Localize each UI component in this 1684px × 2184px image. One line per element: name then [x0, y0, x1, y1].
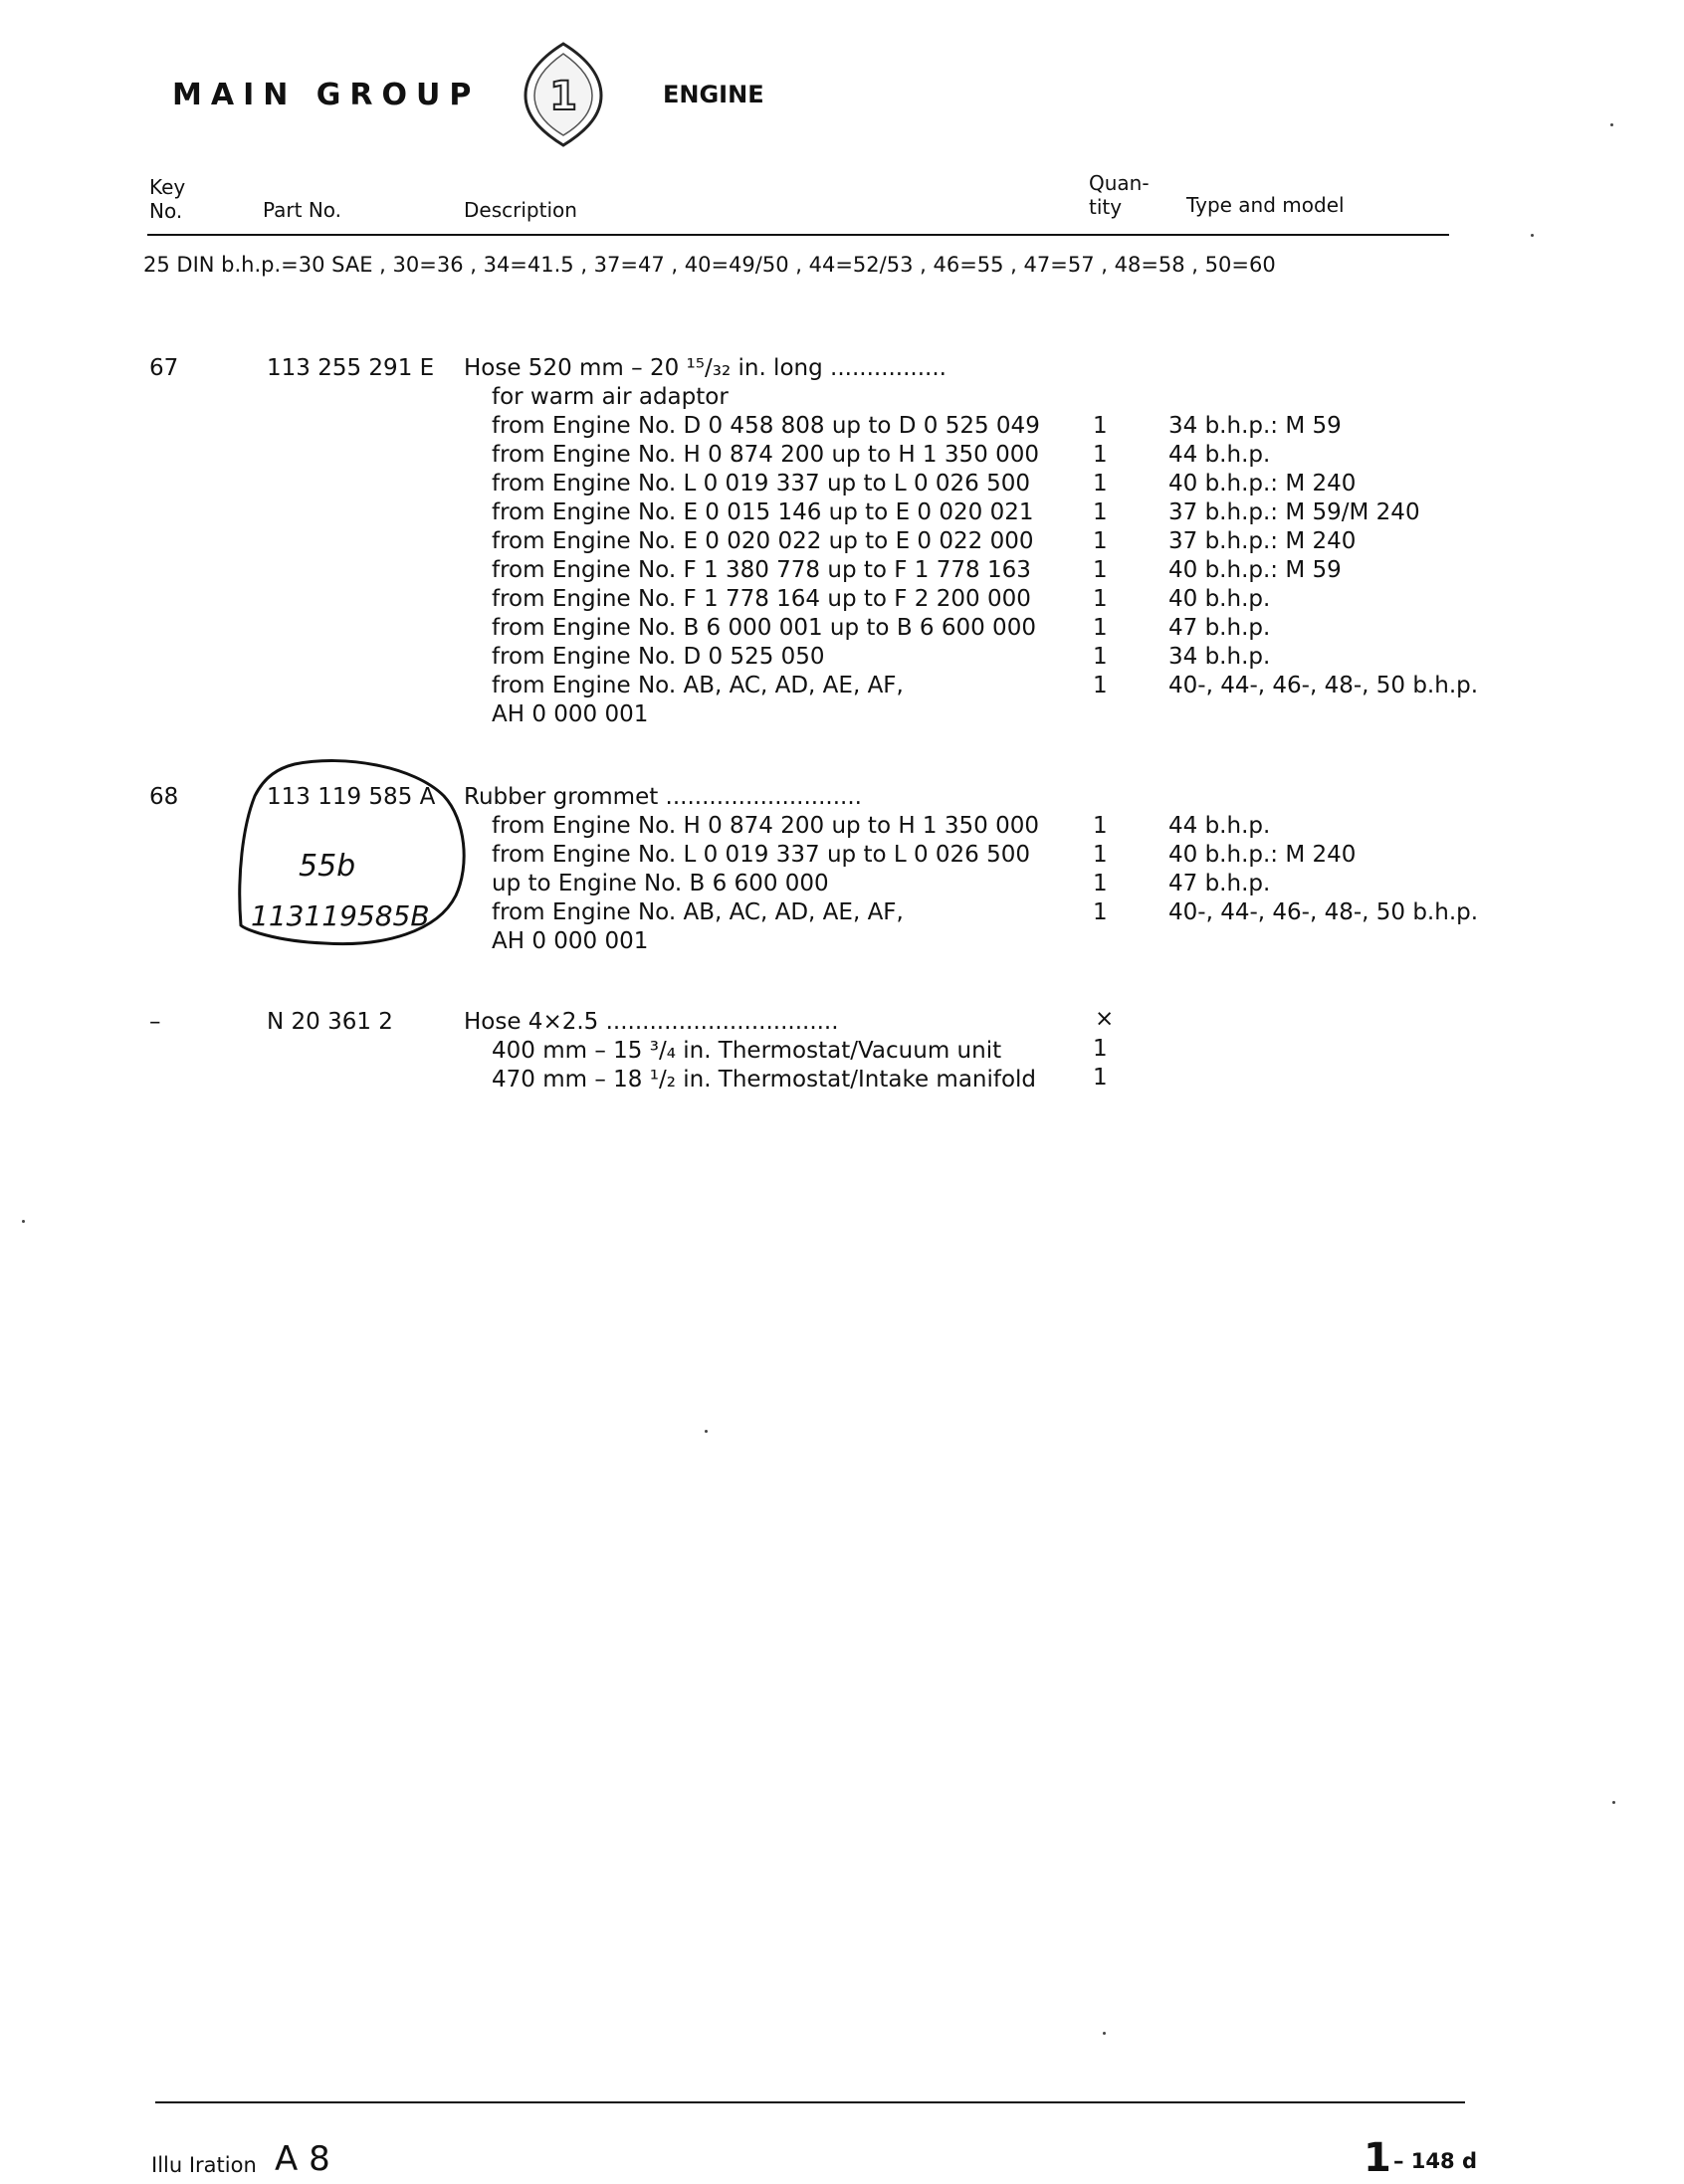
entry-type-model: 44 b.h.p. — [1168, 813, 1271, 839]
entry-quantity: 1 — [1093, 899, 1108, 925]
entry-type-model: 47 b.h.p. — [1168, 615, 1271, 641]
column-header-key-no — [149, 175, 185, 223]
handwritten-note — [235, 756, 470, 951]
scan-speck — [705, 1430, 708, 1433]
entry-part-no: N 20 361 2 — [267, 1009, 393, 1035]
entry-detail-line: 470 mm – 18 ¹/₂ in. Thermostat/Intake manifold — [492, 1067, 1037, 1092]
entry-description: Rubber grommet ........................... — [464, 784, 862, 810]
entry-detail-line: from Engine No. H 0 874 200 up to H 1 350 000 — [492, 442, 1039, 468]
entry-key-no: 67 — [149, 355, 179, 381]
entry-type-model: 40-, 44-, 46-, 48-, 50 b.h.p. — [1168, 899, 1479, 925]
entry-quantity: 1 — [1093, 871, 1108, 896]
entry-type-model: 40 b.h.p.: M 240 — [1168, 842, 1357, 868]
entry-detail-line: from Engine No. F 1 380 778 up to F 1 778 163 — [492, 557, 1031, 583]
group-name: ENGINE — [663, 81, 764, 108]
illustration-label: Illu Iration — [151, 2153, 257, 2177]
entry-quantity: 1 — [1093, 673, 1108, 698]
entry-quantity: 1 — [1093, 813, 1108, 839]
entry-detail-line: from Engine No. AB, AC, AD, AE, AF, — [492, 673, 904, 698]
handwritten-note-line2: 113119585B — [251, 899, 430, 932]
entry-quantity: 1 — [1093, 842, 1108, 868]
entry-type-model: 47 b.h.p. — [1168, 871, 1271, 896]
entry-type-model: 37 b.h.p.: M 240 — [1168, 528, 1357, 554]
entry-quantity: 1 — [1093, 644, 1108, 670]
entry-detail-line: 400 mm – 15 ³/₄ in. Thermostat/Vacuum unit — [492, 1038, 1002, 1064]
entry-detail-line: from Engine No. B 6 000 001 up to B 6 600 000 — [492, 615, 1036, 641]
header-rule — [147, 234, 1449, 236]
entry-type-model: 44 b.h.p. — [1168, 442, 1271, 468]
entry-quantity: 1 — [1093, 557, 1108, 583]
column-header-type-model: Type and model — [1186, 193, 1345, 217]
entry-quantity: 1 — [1093, 413, 1108, 439]
entry-detail-line: from Engine No. L 0 019 337 up to L 0 026 500 — [492, 842, 1031, 868]
column-header-quantity-line1: Quan- — [1089, 171, 1150, 195]
entry-description: Hose 4×2.5 ................................ — [464, 1009, 839, 1035]
scan-speck — [1103, 2032, 1106, 2035]
main-group-title: MAIN GROUP — [172, 78, 481, 112]
entry-detail-line: from Engine No. E 0 020 022 up to E 0 022 000 — [492, 528, 1034, 554]
entry-detail-line: from Engine No. D 0 525 050 — [492, 644, 825, 670]
entry-detail-line: AH 0 000 001 — [492, 928, 649, 954]
entry-type-model: 40-, 44-, 46-, 48-, 50 b.h.p. — [1168, 673, 1479, 698]
scan-speck — [22, 1220, 25, 1223]
entry-detail-line: AH 0 000 001 — [492, 701, 649, 727]
entry-detail-line: from Engine No. L 0 019 337 up to L 0 026 500 — [492, 471, 1031, 496]
entry-type-model: 40 b.h.p. — [1168, 586, 1271, 612]
entry-detail-line: from Engine No. D 0 458 808 up to D 0 525 049 — [492, 413, 1040, 439]
entry-type-model: 34 b.h.p.: M 59 — [1168, 413, 1342, 439]
page-number-minor: – 148 d — [1393, 2149, 1477, 2173]
entry-key-no: – — [149, 1009, 161, 1035]
entry-type-model: 34 b.h.p. — [1168, 644, 1271, 670]
entry-part-no: 113 255 291 E — [267, 355, 435, 381]
entry-detail-line: up to Engine No. B 6 600 000 — [492, 871, 829, 896]
handwritten-note-line1: 55b — [299, 849, 356, 884]
entry-quantity: 1 — [1093, 1065, 1108, 1091]
page-number-major: 1 — [1364, 2135, 1391, 2181]
entry-detail-line: from Engine No. H 0 874 200 up to H 1 350 000 — [492, 813, 1039, 839]
entry-part-no: 113 119 585 A — [267, 784, 436, 810]
entry-detail-line: from Engine No. E 0 015 146 up to E 0 020 021 — [492, 499, 1034, 525]
column-header-quantity-line2: tity — [1089, 195, 1123, 219]
scan-speck — [1531, 234, 1534, 237]
entry-quantity: 1 — [1093, 1036, 1108, 1062]
scan-speck — [1610, 123, 1613, 126]
bhp-conversion-line: 25 DIN b.h.p.=30 SAE , 30=36 , 34=41.5 , 37=47 , 40=49/50 , 44=52/53 , 46=55 , 47=57 , 48=58 , 50=60 — [143, 253, 1276, 277]
column-header-part-no: Part No. — [263, 198, 342, 222]
illustration-reference: A 8 — [275, 2139, 330, 2179]
entry-quantity: 1 — [1093, 442, 1108, 468]
entry-detail-line: from Engine No. F 1 778 164 up to F 2 200 000 — [492, 586, 1031, 612]
group-number-emblem — [518, 38, 609, 152]
entry-type-model: 40 b.h.p.: M 240 — [1168, 471, 1357, 496]
entry-key-no: 68 — [149, 784, 179, 810]
column-header-key-line1: Key — [149, 175, 186, 199]
entry-type-model: 37 b.h.p.: M 59/M 240 — [1168, 499, 1420, 525]
entry-quantity: 1 — [1093, 615, 1108, 641]
footer-rule — [155, 2101, 1465, 2103]
column-header-key-line2: No. — [149, 199, 183, 223]
column-header-description: Description — [464, 198, 577, 222]
entry-quantity: 1 — [1093, 586, 1108, 612]
entry-detail-line: for warm air adaptor — [492, 384, 729, 410]
entry-quantity: 1 — [1093, 471, 1108, 496]
scan-speck — [1612, 1801, 1615, 1804]
entry-quantity: 1 — [1093, 499, 1108, 525]
entry-quantity-mark: × — [1095, 1006, 1115, 1032]
column-header-quantity — [1089, 171, 1150, 219]
group-number: 1 — [549, 74, 577, 119]
entry-detail-line: from Engine No. AB, AC, AD, AE, AF, — [492, 899, 904, 925]
entry-quantity: 1 — [1093, 528, 1108, 554]
entry-description: Hose 520 mm – 20 ¹⁵/₃₂ in. long ................ — [464, 355, 947, 381]
entry-type-model: 40 b.h.p.: M 59 — [1168, 557, 1342, 583]
